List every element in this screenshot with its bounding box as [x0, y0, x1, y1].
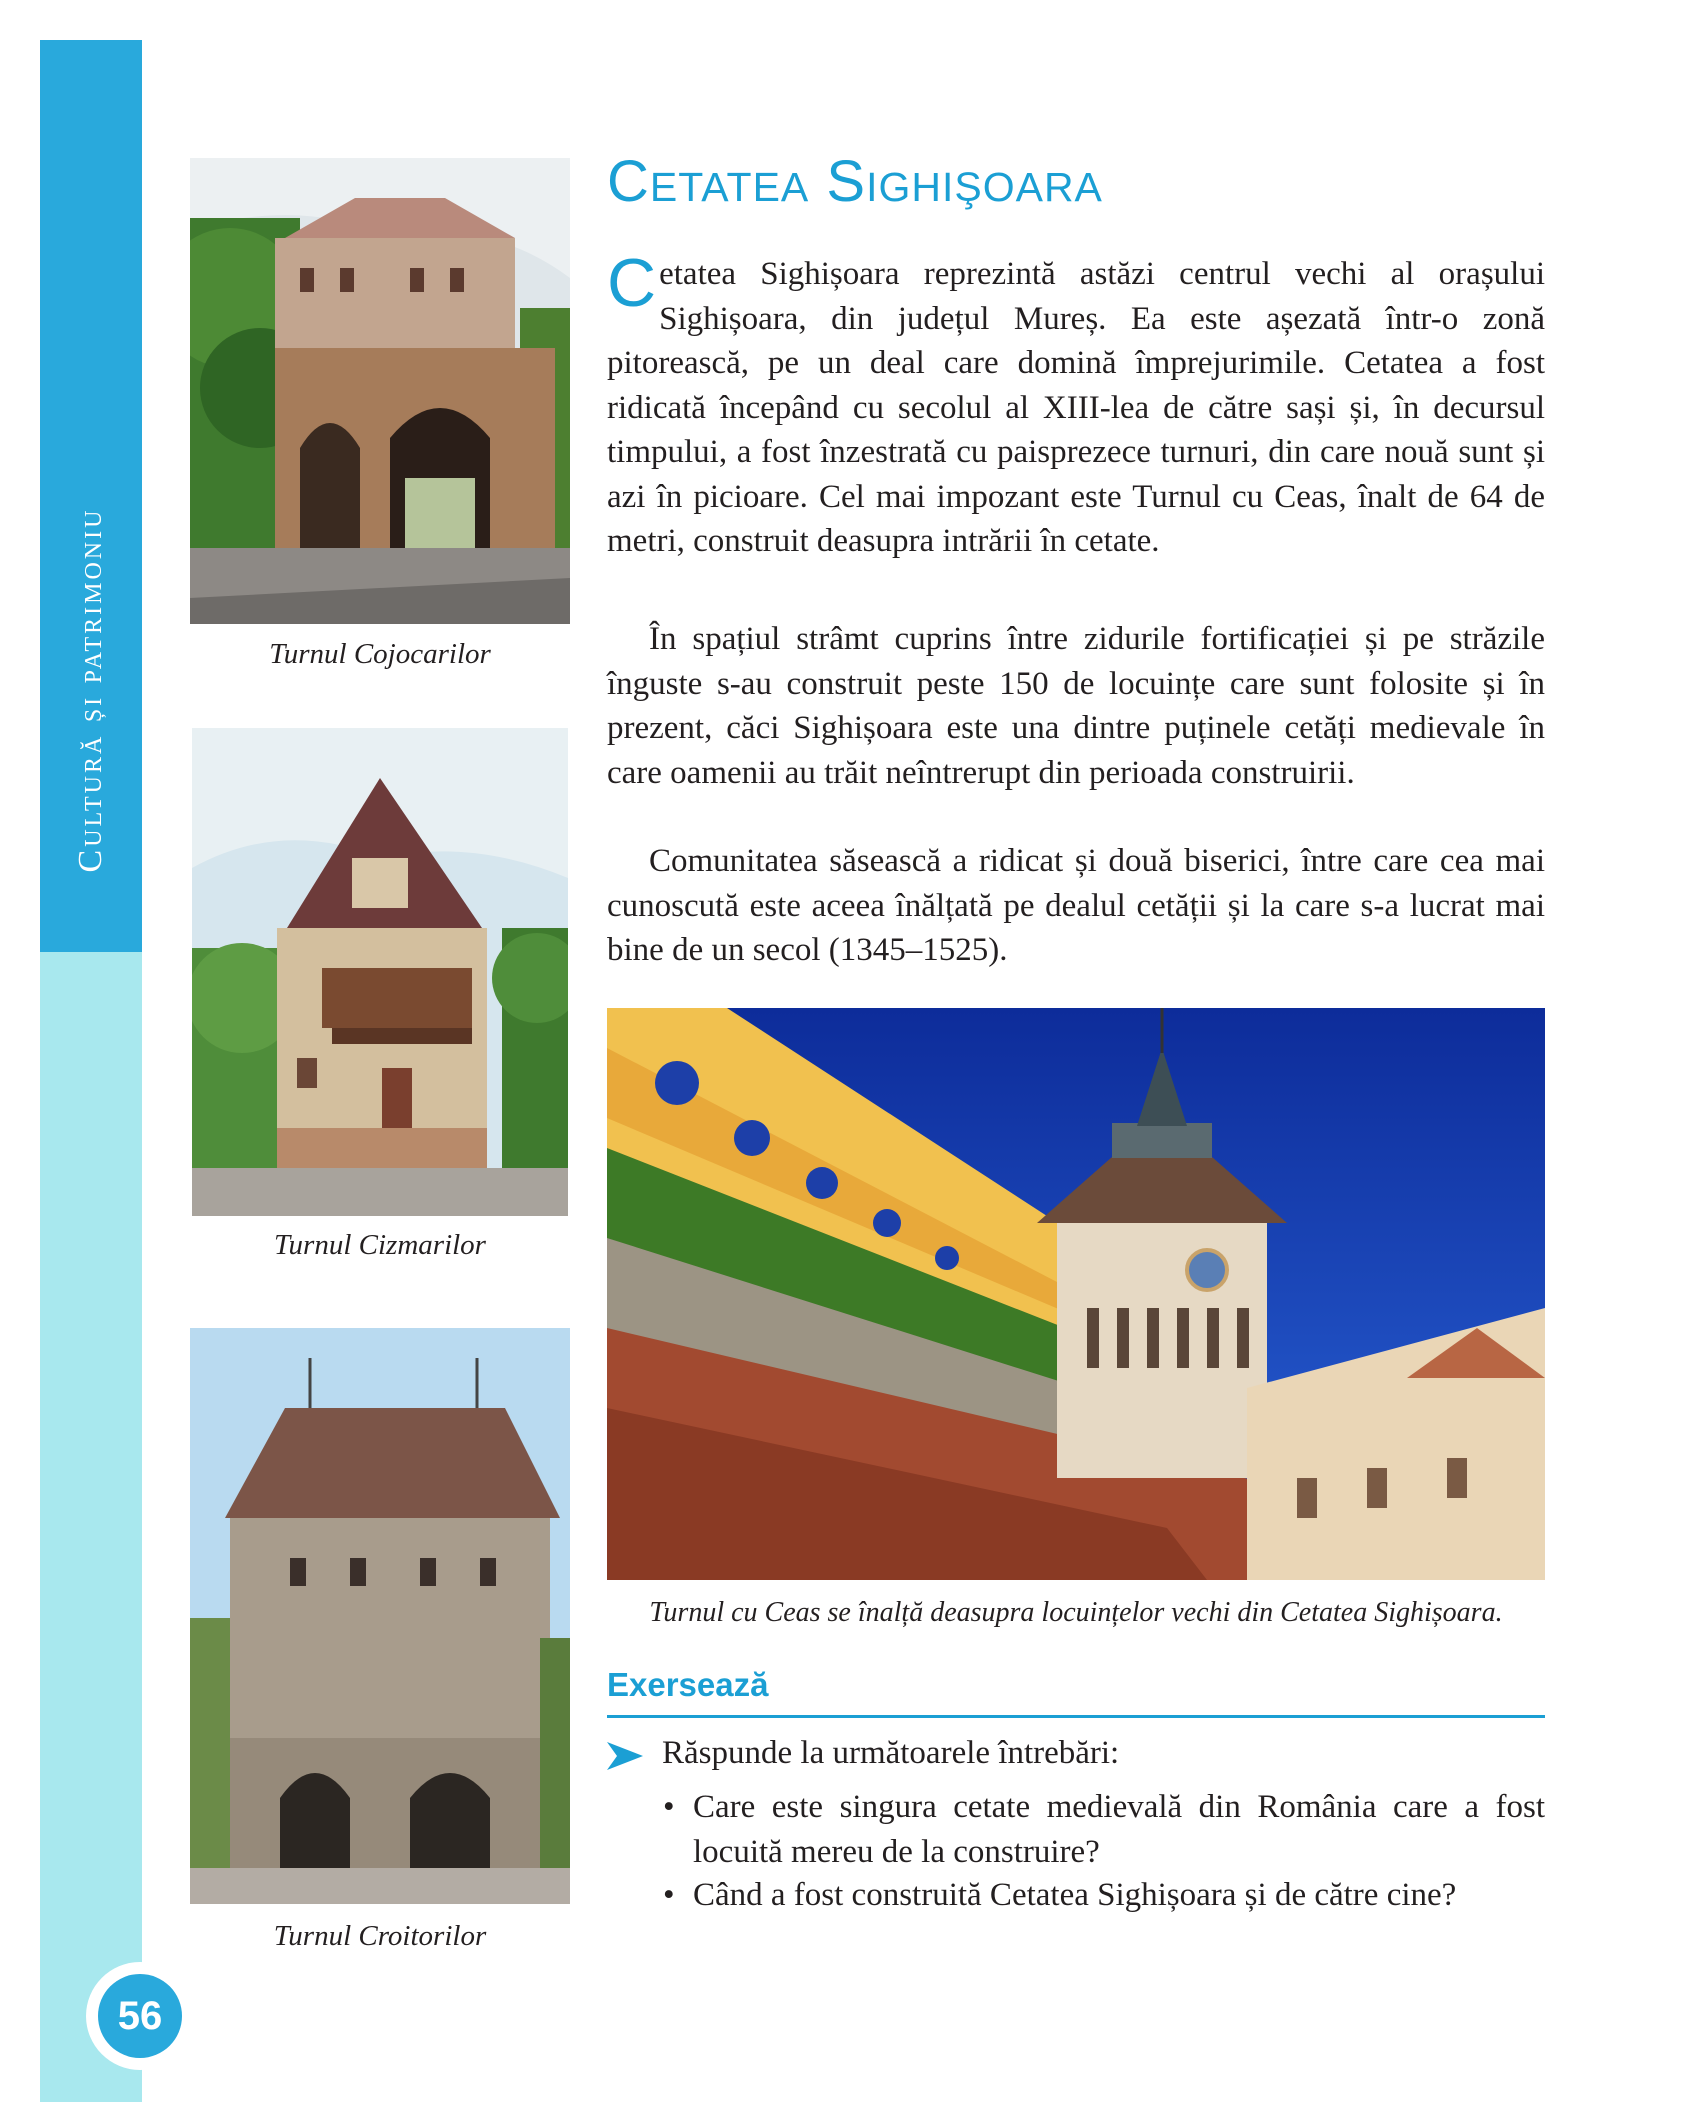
paragraph-text: etatea Sighișoara reprezintă astăzi centrul vechi al orașului Sighișoara, din județul Mureș. Ea este așezată într-o zonă pitorească, pe un deal care domină împrejurimile. Cetatea a fost ridicată începând cu secolul al XIII-lea de către sași și, în decursul timpului, a fost înzestrată cu paisprezece turnuri, din care nouă sunt și azi în picioare. Cel mai impozant este Turnul cu Ceas, înalt de 64 de metri, construit deasupra intrării în cetate. [607, 256, 1545, 559]
tower-photo-croitorilor [190, 1328, 570, 1904]
photo-caption: Turnul Croitorilor [273, 1920, 487, 1952]
photo-caption: Turnul Cizmarilor [274, 1229, 486, 1261]
page-title: Cetatea Sighişoara [607, 149, 1103, 214]
exercise-instruction: Răspunde la următoarele întrebări: [662, 1735, 1120, 1771]
question-text: Care este singura cetate medievală din România care a fost locuită mereu de la construire? [693, 1789, 1545, 1870]
bullet-icon: • [663, 1789, 675, 1825]
side-band-bottom [40, 952, 142, 2102]
paragraph: În spațiul strâmt cuprins între zidurile fortificației și pe străzile înguste s-au construit peste 150 de locuințe care sunt folosite și în prezent, căci Sighișoara este una dintre puținele cetăți medievale în care oamenii au trăit neîntrerupt din perioada construirii. [607, 621, 1545, 791]
chapter-label: Cultură și patrimoniu [72, 507, 109, 873]
bullet-icon: • [663, 1877, 675, 1913]
arrow-bullet-icon [607, 1742, 643, 1770]
exercise-divider [607, 1715, 1545, 1718]
clock-tower-photo [607, 1008, 1545, 1580]
tower-photo-cizmarilor [192, 728, 568, 1216]
page-number: 56 [98, 1974, 182, 2058]
tower-photo-cojocarilor [190, 158, 570, 624]
main-photo-caption: Turnul cu Ceas se înalță deasupra locuințelor vechi din Cetatea Sighișoara. [649, 1597, 1503, 1628]
paragraph: Comunitatea săsească a ridicat și două biserici, între care cea mai cunoscută este aceea înălțată pe dealul cetății și la care s-a lucrat mai bine de un secol (1345–1525). [607, 843, 1545, 968]
question-item [663, 1873, 1545, 1918]
question-text: Când a fost construită Cetatea Sighișoara și de către cine? [693, 1877, 1457, 1913]
drop-cap: C [607, 245, 657, 321]
exercise-heading: Exersează [607, 1666, 769, 1703]
photo-caption: Turnul Cojocarilor [269, 638, 491, 670]
question-item [663, 1785, 1545, 1874]
paragraph [607, 245, 1545, 564]
